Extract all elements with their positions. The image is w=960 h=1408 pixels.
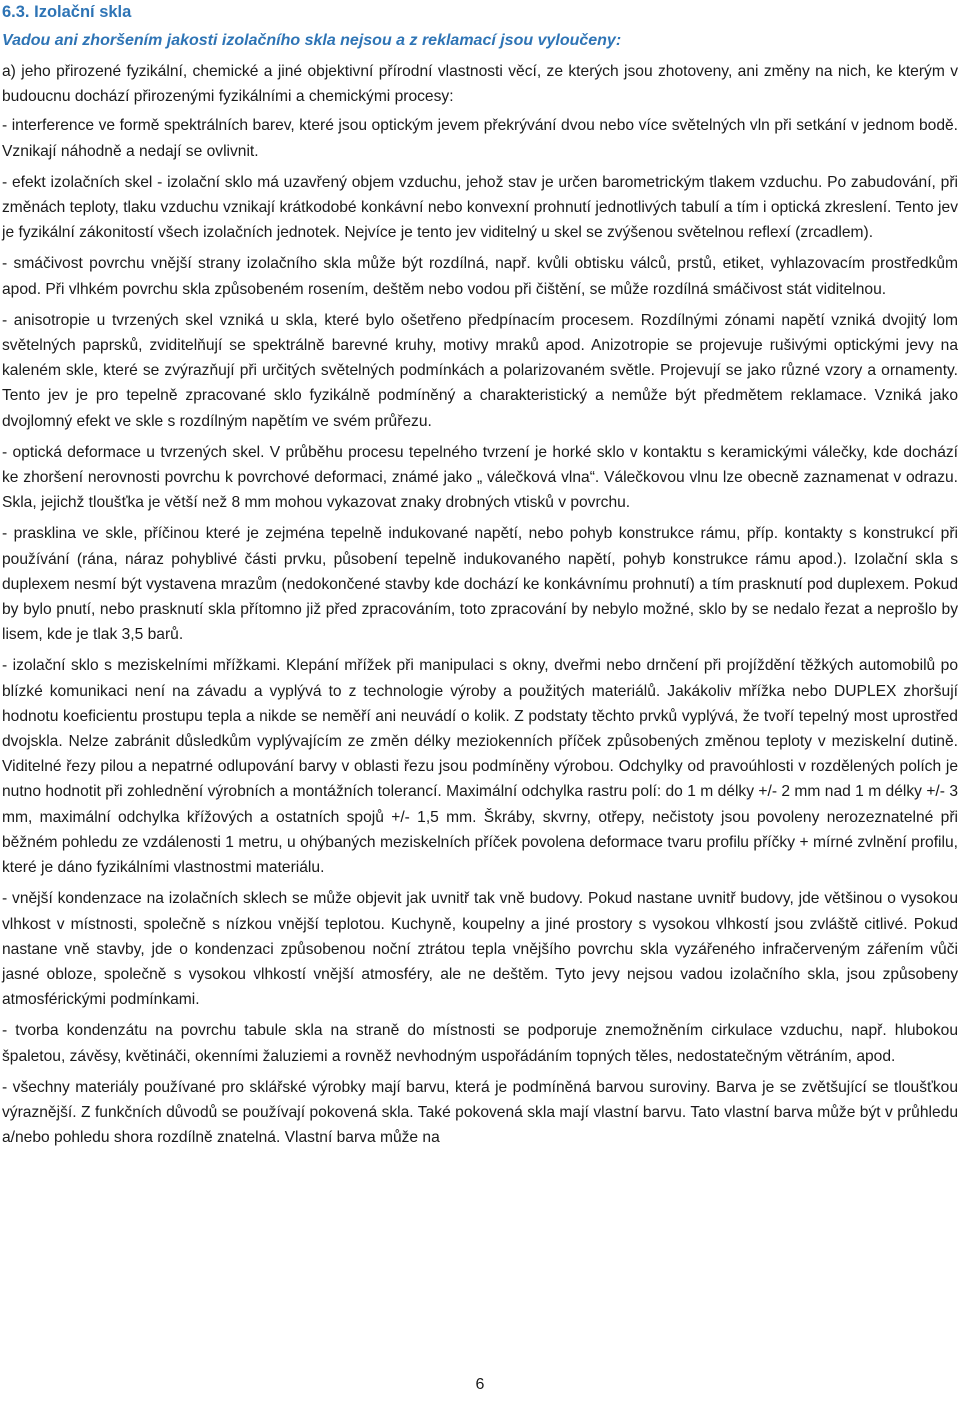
paragraph-intro: a) jeho přirozené fyzikální, chemické a jiné objektivní přírodní vlastnosti věcí, ze kterých jsou zhotoveny, ani změny na nich, ke kterým v budoucnu dochází přirozenými fyzikálními a chemickými procesy: xyxy=(2,63,958,106)
paragraph-muntins: - izolační sklo s meziskelními mřížkami. Klepání mřížek při manipulaci s okny, dveřmi nebo drnčení při projíždění těžkých automobilů po blízké komunikaci není na závadu a vyplývá to z technologie výroby a použitých materiálů. Jakákoliv mřížka nebo DUPLEX zhoršují hodnotu koeficientu prostupu tepla a nikde se neměří ani neuvádí o kolik. Z podstaty těchto prvků vyplývá, že tvoří tepelný most uprostřed dvojskla. Nelze zabránit důsledkům vyplývajícím ze změn délky meziokenních příček způsobených změnou teploty v meziskelní dutině. Viditelné řezy pilou a nepatrné odlupování barvy v oblasti řezu jsou podmíněny výrobou. Odchylky od pravoúhlosti v rozdělených polích je nutno hodnotit při zohlednění výrobních a montážních tolerancí. Maximální odchylka rastru polí: do 1 m délky +/- 2 mm nad 1 m délky +/- 3 mm, maximální odchylka křížových a ostatních spojů +/- 1,5 mm. Škráby, skvrny, otřepy, nečistoty jsou povoleny nerozeznatelné při běžném pohledu ze vzdálenosti 1 metru, u ohýbaných meziskelních příček povolena deformace tvaru profilu příčky + mírné zvlnění profilu, které je dáno fyzikálními vlastnostmi materiálu. xyxy=(2,657,958,877)
section-heading: 6.3. Izolační skla xyxy=(2,3,132,21)
paragraph-crack: - prasklina ve skle, příčinou které je zejména tepelně indukované napětí, nebo pohyb konstrukce rámu, příp. kontakty s konstrukcí při používání (rána, náraz pohyblivé části prvku, působení tepelně indukovaného napětí, pohyb konstrukce rámu apod.). Izolační skla s duplexem nesmí být vystavena mrazům (nedokončené stavby kde dochází ke konkávnímu prohnutí) a tím prasknutí pod duplexem. Pokud by bylo pnutí, nebo prasknutí skla přítomno již před zpracováním, toto zpracování by nebylo možné, sklo by se nedalo řezat a neprošlo by lisem, kde je tlak 3,5 barů. xyxy=(2,525,958,644)
paragraph-wettability: - smáčivost povrchu vnější strany izolačního skla může být rozdílná, např. kvůli obtisku válců, prstů, etiket, vyhlazovacím prostředkům apod. Při vlhkém povrchu skla způsobeném rosením, deštěm nebo vodou při čištění, se může rozdílná smáčivost stát viditelnou. xyxy=(2,255,958,298)
paragraph-insulating-effect: - efekt izolačních skel - izolační sklo má uzavřený objem vzduchu, jehož stav je určen barometrickým tlakem vzduchu. Po zabudování, při změnách teploty, tlaku vzduchu vznikají krátkodobé konkávní nebo konvexní prohnutí jednotlivých tabulí a tím i optická zkreslení. Tento jev je fyzikální zákonitostí všech izolačních jednotek. Nejvíce je tento jev viditelný u skel se zvýšenou světelnou reflexí (zrcadlem). xyxy=(2,173,958,242)
paragraph-external-condensation: - vnější kondenzace na izolačních sklech se může objevit jak uvnitř tak vně budovy. Pokud nastane uvnitř budovy, jde většinou o vysokou vlhkost v místnosti, společně s nízkou vnější teplotou. Kuchyně, koupelny a jiné prostory s vysokou vlhkostí jsou zvláště citlivé. Pokud nastane vně stavby, jde o kondenzaci způsobenou noční ztrátou tepla vnějšího povrchu skla vyzářeného infračerveným zářením vůči jasné obloze, společně s vysokou vlhkostí vnější atmosféry, ale ne deštěm. Tyto jevy nejsou vadou izolačního skla, jsou způsobeny atmosférickými podmínkami. xyxy=(2,890,958,1009)
paragraph-anisotropy: - anisotropie u tvrzených skel vzniká u skla, které bylo ošetřeno předpínacím procesem. Rozdílnými zónami napětí vzniká dvojitý lom světelných paprsků, zviditelňují se spektrálně barevné kruhy, motivy mraků apod. Anizotropie se projevuje rušivými optickými jevy na kaleném skle, které se zvýrazňují při určitých světelných podmínkách a polarizovaném světle. Projevují se jako různé vzory a ornamenty. Tento jev je pro tepelně zpracované sklo fyzikálně podmíněný a charakteristický a nemůže být předmětem reklamace. Vzniká jako dvojlomný efekt ve skle s rozdílným napětím ve svém průřezu. xyxy=(2,311,958,430)
page-number: 6 xyxy=(475,1376,485,1393)
paragraph-glass-color: - všechny materiály používané pro sklářské výrobky mají barvu, která je podmíněná barvou suroviny. Barva je se zvětšující se tloušťkou výraznější. Z funkčních důvodů se používají pokovená skla. Také pokovená skla mají vlastní barvu. Tato vlastní barva může být v průhledu a/nebo pohledu shora rozdílně znatelná. Vlastní barva může na xyxy=(2,1078,958,1147)
paragraph-optical-deformation: - optická deformace u tvrzených skel. V průběhu procesu tepelného tvrzení je horké sklo v kontaktu s keramickými válečky, kde dochází ke zhoršení nerovnosti povrchu k povrchové deformaci, známé jako „ válečková vlna“. Válečkovou vlnu lze obecně zaznamenat v odrazu. Skla, jejichž tloušťka je větší než 8 mm mohou vykazovat znaky drobných vtisků v povrchu. xyxy=(2,443,958,512)
paragraph-condensate-formation: - tvorba kondenzátu na povrchu tabule skla na straně do místnosti se podporuje znemožněním cirkulace vzduchu, např. hlubokou špaletou, závěsy, květináči, okenními žaluziemi a rovněž nevhodným uspořádáním topných těles, nedostatečným větráním, apod. xyxy=(2,1022,958,1065)
section-subheading: Vadou ani zhoršením jakosti izolačního skla nejsou a z reklamací jsou vyloučeny: xyxy=(2,32,622,49)
paragraph-interference: - interference ve formě spektrálních barev, které jsou optickým jevem překrývání dvou nebo více světelných vln při setkání v jednom bodě. Vznikají náhodně a nedají se ovlivnit. xyxy=(2,117,958,160)
